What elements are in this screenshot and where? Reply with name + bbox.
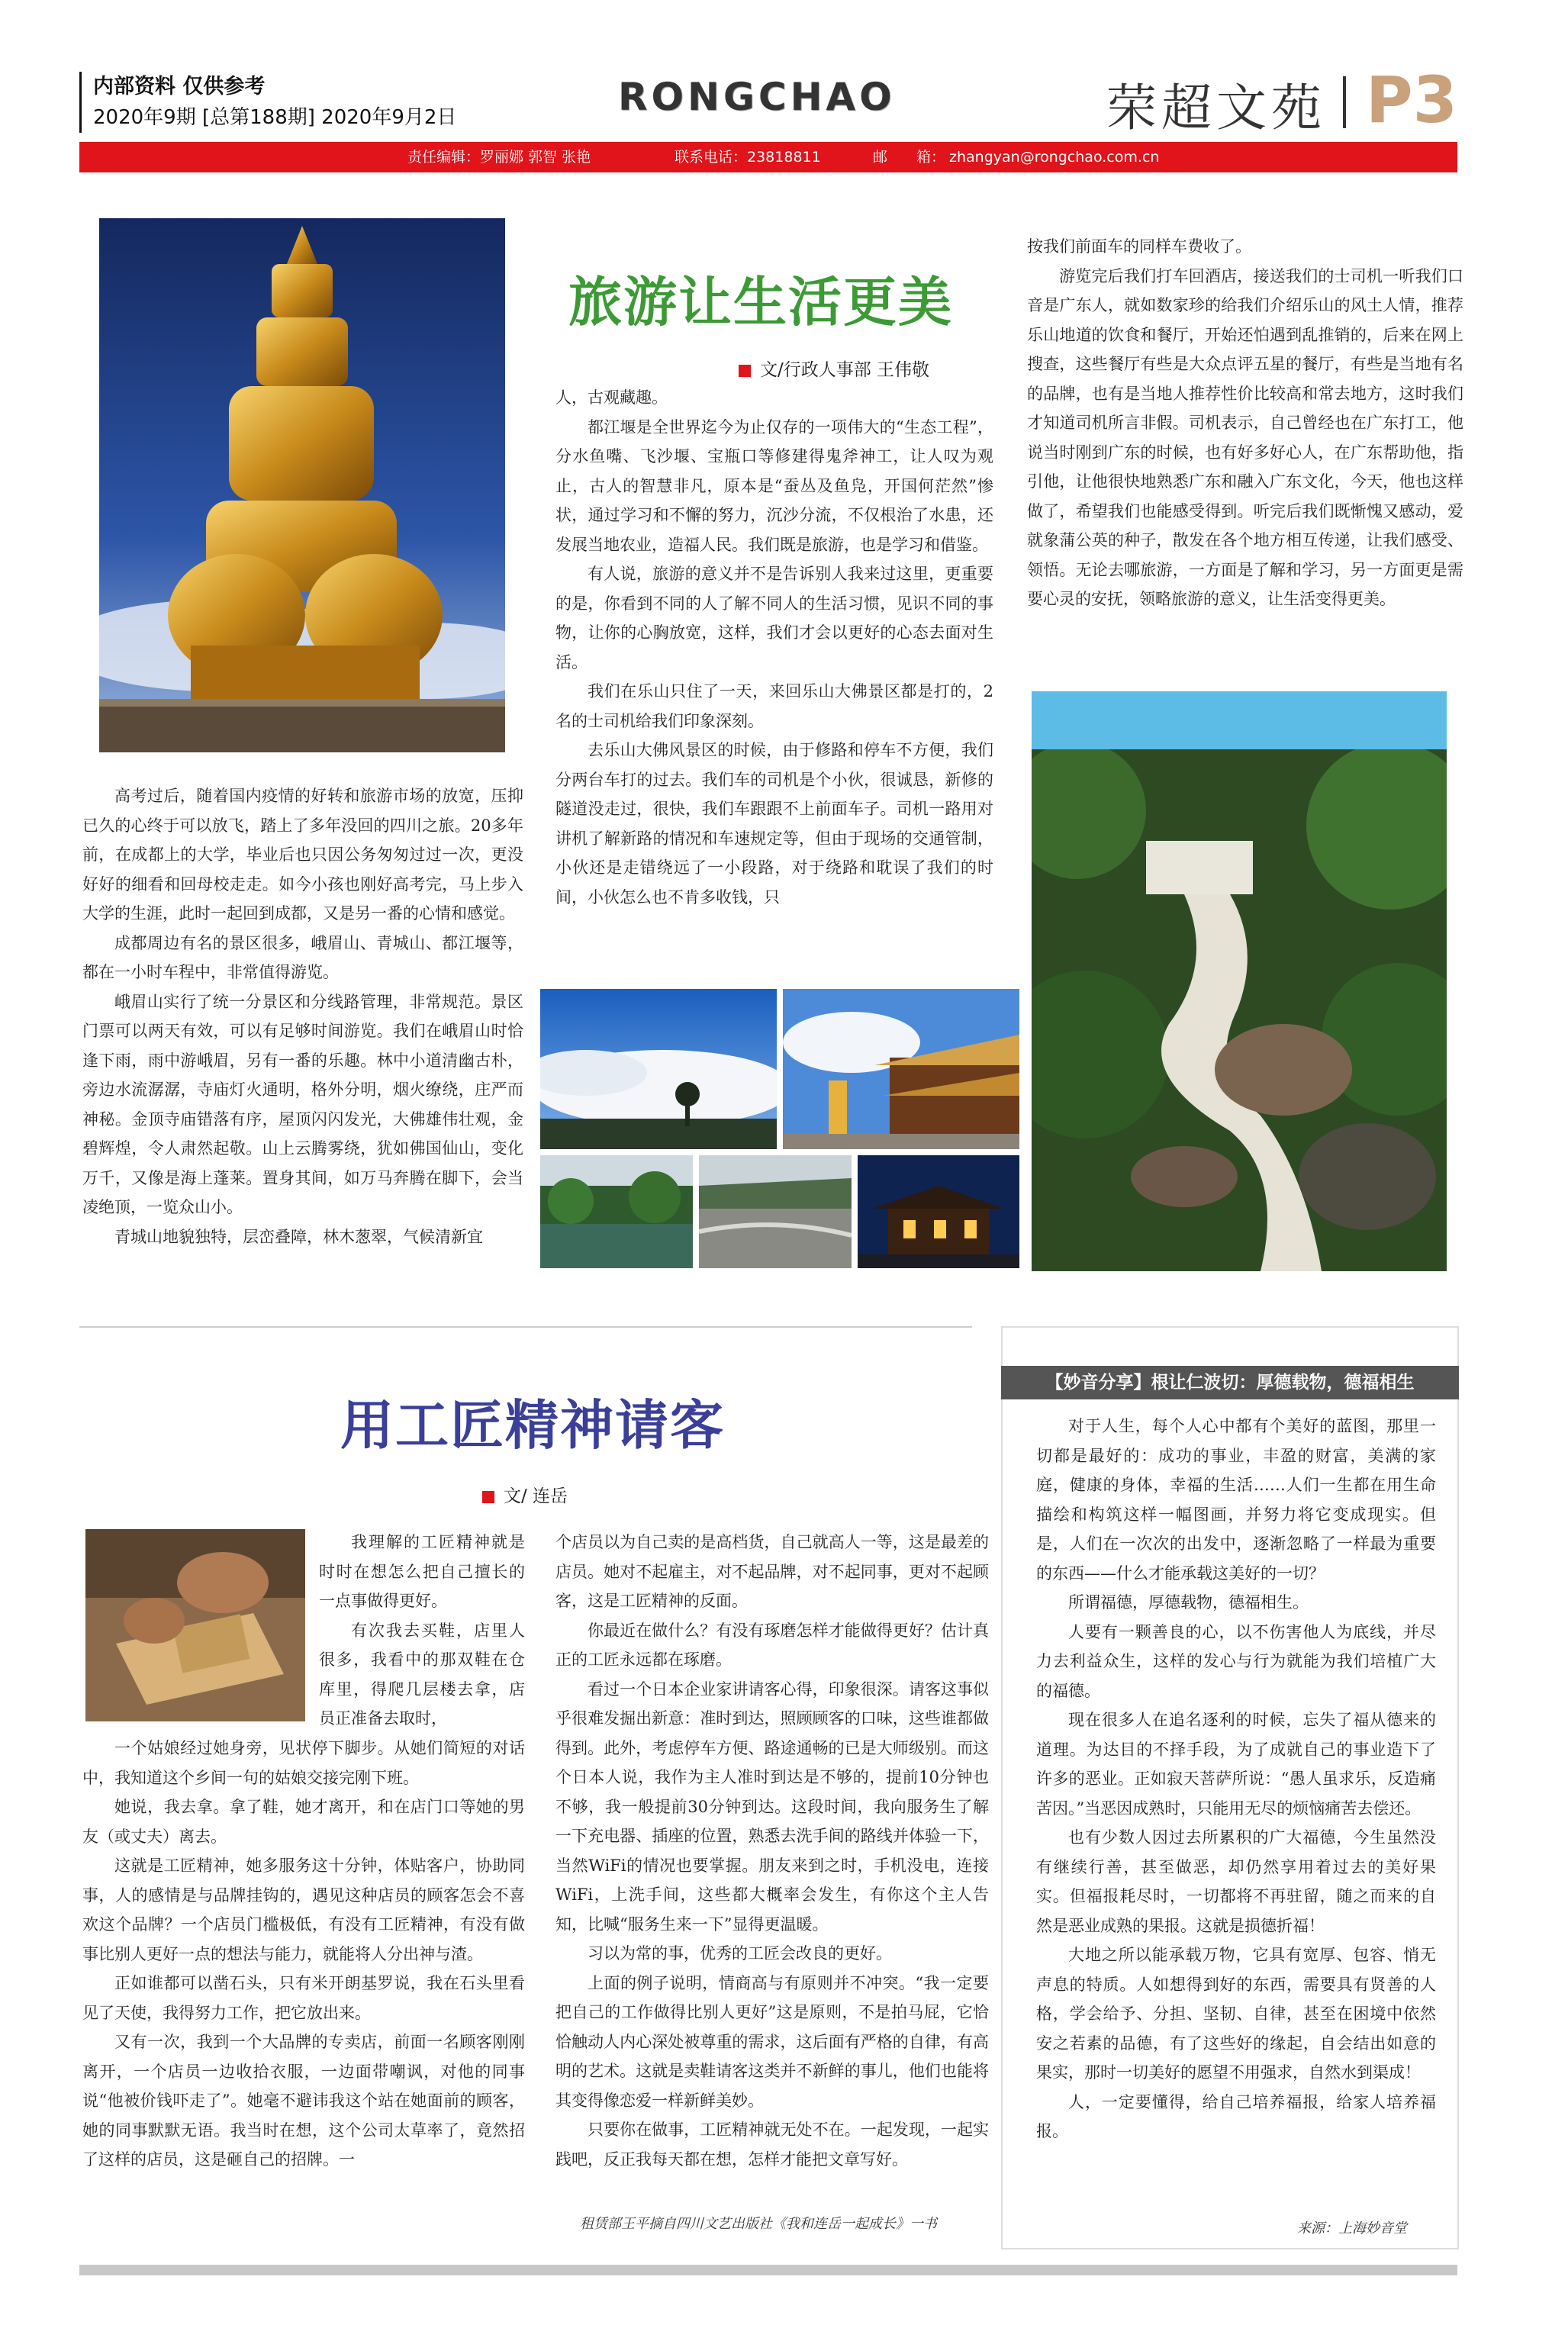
mountain-clouds-photo [540, 989, 777, 1149]
article1-col2-p2: 都江堰是全世界迄今为止仅存的一项伟大的“生态工程”，分水鱼嘴、飞沙堰、宝瓶口等修建得鬼斧神工，让人叹为观止，古人的智慧非凡，原本是“蚕丛及鱼凫，开国何茫然”惨状，通过学习和不懈的努力，沉沙分流，不仅根治了水患，还发展当地农业，造福人民。我们既是旅游，也是学习和借鉴。 [555, 417, 993, 554]
article1-col1-p3: 峨眉山实行了统一分景区和分线路管理，非常规范。景区门票可以两天有效，可以有足够时间游览。我们在峨眉山时恰逢下雨，雨中游峨眉，另有一番的乐趣。林中小道清幽古朴，旁边水流潺潺，寺庙灯火通明，格外分明，烟火缭绕，庄严而神秘。金顶寺庙错落有序，屋顶闪闪发光，大佛雄伟壮观，金碧辉煌，令人肃然起敬。山上云腾雾绕，犹如佛国仙山，变化万千，又像是海上蓬莱。置身其间，如万马奔腾在脚下，会当凌绝顶，一览众山小。 [82, 992, 523, 1216]
article2-col1-p1: 一个姑娘经过她身旁，见状停下脚步。从她们简短的对话中，我知道这个乡间一句的姑娘交接完刚下班。 [82, 1739, 525, 1787]
column-name: 荣超文苑 [1106, 79, 1326, 137]
issue-line: 2020年9期 [总第188期] 2020年9月2日 [93, 106, 457, 129]
golden-temple-photo [783, 989, 1019, 1149]
article3-title: 【妙音分享】根让仁波切：厚德载物，德福相生 [1001, 1366, 1459, 1399]
article2-title: 用工匠精神请客 [340, 1394, 725, 1457]
article2-col1-p5: 又有一次，我到一个大品牌的专卖店，前面一名顾客刚刚离开，一个店员一边收拾衣服，一边面带嘲讽，对他的同事说“他被价钱吓走了”。她毫不避讳我这个站在她面前的顾客，她的同事默默无语。我当时在想，这个公司太草率了，竟然招了这样的店员，这是砸自己的招牌。一 [82, 2033, 525, 2169]
article3-p1: 对于人生，每个人心中都有个美好的蓝图，那里一切都是最好的：成功的事业，丰盈的财富，美满的家庭，健康的身体，幸福的生活……人们一生都在用生命描绘和构筑这样一幅图画，并努力将它变成现实。但是，人们在一次次的出发中，逐渐忽略了一样最为重要的东西——什么才能承载这美好的一切？ [1036, 1417, 1436, 1583]
article2-col2-p1: 个店员以为自己卖的是高档货，自己就高人一等，这是最差的店员。她对不起雇主，对不起品牌，对不起同事，更对不起顾客，这是工匠精神的反面。 [555, 1533, 989, 1610]
article1-col1 [82, 781, 523, 1251]
editors: 责任编辑：罗丽娜 郭智 张艳 [407, 149, 591, 166]
editor-bar [79, 142, 1457, 172]
phone: 联系电话：23818811 [675, 149, 821, 166]
article2-byline [482, 1482, 568, 1507]
river-weir-photo [699, 1155, 852, 1268]
page-number: P3 [1366, 63, 1458, 137]
article1-col1-p4: 青城山地貌独特，层峦叠障，林木葱翠，气候清新宜 [114, 1227, 483, 1246]
article2-col2-p2: 你最近在做什么？有没有琢磨怎样才能做得更好？估计真正的工匠永远都在琢磨。 [555, 1621, 989, 1669]
header-rule [79, 72, 82, 133]
forest-lake-photo [540, 1155, 693, 1268]
article2-col2 [555, 1528, 989, 2174]
article1-col1-p2: 成都周边有名的景区很多，峨眉山、青城山、都江堰等，都在一小时车程中，非常值得游览。 [82, 933, 523, 981]
photo-caption-banner [1032, 691, 1447, 749]
footer-bar [79, 2265, 1457, 2275]
article1-col1-p1: 高考过后，随着国内疫情的好转和旅游市场的放宽，压抑已久的心终于可以放飞，踏上了多年没回的四川之旅。20多年前，在成都上的大学，毕业后也只因公务匆匆过过一次，更没好好的细看和回母校走走。如今小孩也刚好高考完，马上步入大学的生涯，此时一起回到成都，又是另一番的心情和感觉。 [82, 787, 523, 923]
article2-col1-p4: 正如谁都可以凿石头，只有米开朗基罗说，我在石头里看见了天使，我得努力工作，把它放出来。 [82, 1974, 525, 2022]
article1-col3-p2: 游览完后我们打车回酒店，接送我们的士司机一听我们口音是广东人，就如数家珍的给我们介绍乐山的风土人情，推荐乐山地道的饮食和餐厅，开始还怕遇到乱推销的，后来在网上搜查，这些餐厅有些是大众点评五星的餐厅，有些是当地有名的品牌，也有是当地人推荐性价比较高和常去地方，这时我们才知道司机所言非假。司机表示，自己曾经也在广东打工，他说当时刚到广东的时候，也有好多好心人，在广东帮助他，指引他，让他很快地熟悉广东和融入广东文化，今天，他也这样做了，希望我们也能感受得到。听完后我们既惭愧又感动，爱就象蒲公英的种子，散发在各个地方相互传递，让我们感受、领悟。无论去哪旅游，一方面是了解和学习，另一方面更是需要心灵的安抚，领略旅游的意义，让生活变得更美。 [1027, 266, 1463, 608]
article2-intro-p2: 有次我去买鞋，店里人很多，我看中的那双鞋在仓库里，得爬几层楼去拿，店员正准备去取时， [319, 1621, 525, 1728]
article1-col2-p4: 我们在乐山只住了一天，来回乐山大佛景区都是打的，2名的士司机给我们印象深刻。 [555, 682, 993, 730]
article1-col3-p1: 按我们前面车的同样车费收了。 [1027, 237, 1251, 256]
article2-col2-p3: 看过一个日本企业家讲请客心得，印象很深。请客这事似乎很难发掘出新意：准时到达，照顾顾客的口味，这些谁都做得到。此外，考虑停车方便、路途通畅的已是大师级别。而这个日本人说，我作为主人准时到达是不够的，提前10分钟也不够，我一般提前30分钟到达。这段时间，我向服务生了解一下充电器、插座的位置，熟悉去洗手间的路线并体验一下，当然WiFi的情况也要掌握。朋友来到之时，手机没电，连接WiFi，上洗手间，这些都大概率会发生，有你这个主人告知，比喊“服务生来一下”显得更温暖。 [555, 1679, 989, 1934]
golden-buddha-photo [99, 218, 505, 752]
byline-marker-icon [739, 365, 751, 377]
internal-notice: 内部资料 仅供参考 [93, 75, 266, 98]
article2-col2-p4: 习以为常的事，优秀的工匠会改良的更好。 [588, 1944, 892, 1963]
article2-col2-p5: 上面的例子说明，情商高与有原则并不冲突。“我一定要把自己的工作做得比别人更好”这是原则，不是拍马屁，它恰恰触动人内心深处被尊重的需求，这后面有严格的自律，有高明的艺术。这就是卖鞋请客这类并不新鲜的事儿，他们也能将其变得像恋爱一样新鲜美妙。 [555, 1973, 989, 2110]
article2-col1 [82, 1734, 525, 2175]
article1-col2-p1: 人，古观藏趣。 [555, 388, 668, 407]
article1-title: 旅游让生活更美 [568, 271, 953, 333]
article3-p7: 人，一定要懂得，给自己培养福报，给家人培养福报。 [1036, 2092, 1436, 2140]
article1-col3 [1027, 232, 1463, 614]
article3-p5: 也有少数人因过去所累积的广大福德，今生虽然没有继续行善，甚至做恶，却仍然享用着过去的美好果实。但福报耗尽时，一切都将不再驻留，随之而来的自然是恶业成熟的果报。这就是损德折福！ [1036, 1828, 1436, 1935]
article2-col1-top [319, 1528, 525, 1734]
article3-p4: 现在很多人在追名逐利的时候，忘失了福从德来的道理。为达目的不择手段，为了成就自己的事业造下了许多的恶业。正如寂天菩萨所说：“愚人虽求乐，反造痛苦因。”当恶因成熟时，只能用无尽的烦恼痛苦去偿还。 [1036, 1711, 1436, 1818]
article3-p6: 大地之所以能承载万物，它具有宽厚、包容、悄无声息的特质。人如想得到好的东西，需要具有贤善的人格，学会给予、分担、坚韧、自律，甚至在困境中依然安之若素的品德，有了这些好的缘起，自会结出如意的果实，那时一切美好的愿望不用强求，自然水到渠成！ [1036, 1946, 1436, 2082]
article3-source: 来源：上海妙音堂 [1297, 2220, 1407, 2236]
article3-p2: 所谓福德，厚德载物，德福相生。 [1068, 1593, 1309, 1612]
column-separator [1343, 76, 1346, 128]
night-temple-photo [858, 1155, 1019, 1268]
article1-author: 文/行政人事部 王伟敬 [760, 360, 930, 380]
email-label: 邮 箱： [873, 149, 946, 166]
woodworking-photo [85, 1529, 305, 1721]
article2-col1-p2: 她说，我去拿。拿了鞋，她才离开，和在店门口等她的男友（或丈夫）离去。 [82, 1798, 525, 1846]
email-link[interactable]: zhangyan@rongchao.com.cn [949, 149, 1160, 166]
article2-credit: 租赁部王平摘自四川文艺出版社《我和连岳一起成长》一书 [580, 2216, 937, 2232]
byline-marker-icon [482, 1491, 494, 1503]
article3-body [1036, 1412, 1436, 2146]
article3-p3: 人要有一颗善良的心，以不伤害他人为底线，并尽力去利益众生，这样的发心与行为就能为我们培植广大的福德。 [1036, 1622, 1436, 1700]
brand-logo: RONGCHAO [618, 75, 896, 119]
article2-col2-p6: 只要你在做事，工匠精神就无处不在。一起发现，一起实践吧，反正我每天都在想，怎样才能把文章写好。 [555, 2121, 989, 2169]
article1-col2-p3: 有人说，旅游的意义并不是告诉别人我来过这里，更重要的是，你看到不同的人了解不同人的生活习惯，见识不同的事物，让你的心胸放宽，这样，我们才会以更好的心态去面对生活。 [555, 565, 993, 671]
issue-info [93, 72, 456, 133]
article1-col2 [555, 383, 993, 912]
article2-author: 文/ 连岳 [504, 1486, 568, 1506]
article1-byline [739, 356, 929, 381]
article1-col2-p5: 去乐山大佛风景区的时候，由于修路和停车不方便，我们分两台车打的过去。我们车的司机是个小伙，很诚恳，新修的隧道没走过，很快，我们车跟跟不上前面车子。司机一路用对讲机了解新路的情况和车速规定等，但由于现场的交通管制，小伙还是走错绕远了一小段路，对于绕路和耽误了我们的时间，小伙怎么也不肯多收钱，只 [555, 741, 993, 906]
section-divider [79, 1326, 972, 1328]
waterfall-photo [1032, 749, 1447, 1271]
article2-intro-p1: 我理解的工匠精神就是时时在想怎么把自己擅长的一点事做得更好。 [319, 1533, 525, 1610]
article2-col1-p3: 这就是工匠精神，她多服务这十分钟，体贴客户，协助同事，人的感情是与品牌挂钩的，遇见这种店员的顾客怎会不喜欢这个品牌？一个店员门槛极低，有没有工匠精神，有没有做事比别人更好一点的想法与能力，就能将人分出神与渣。 [82, 1856, 525, 1963]
